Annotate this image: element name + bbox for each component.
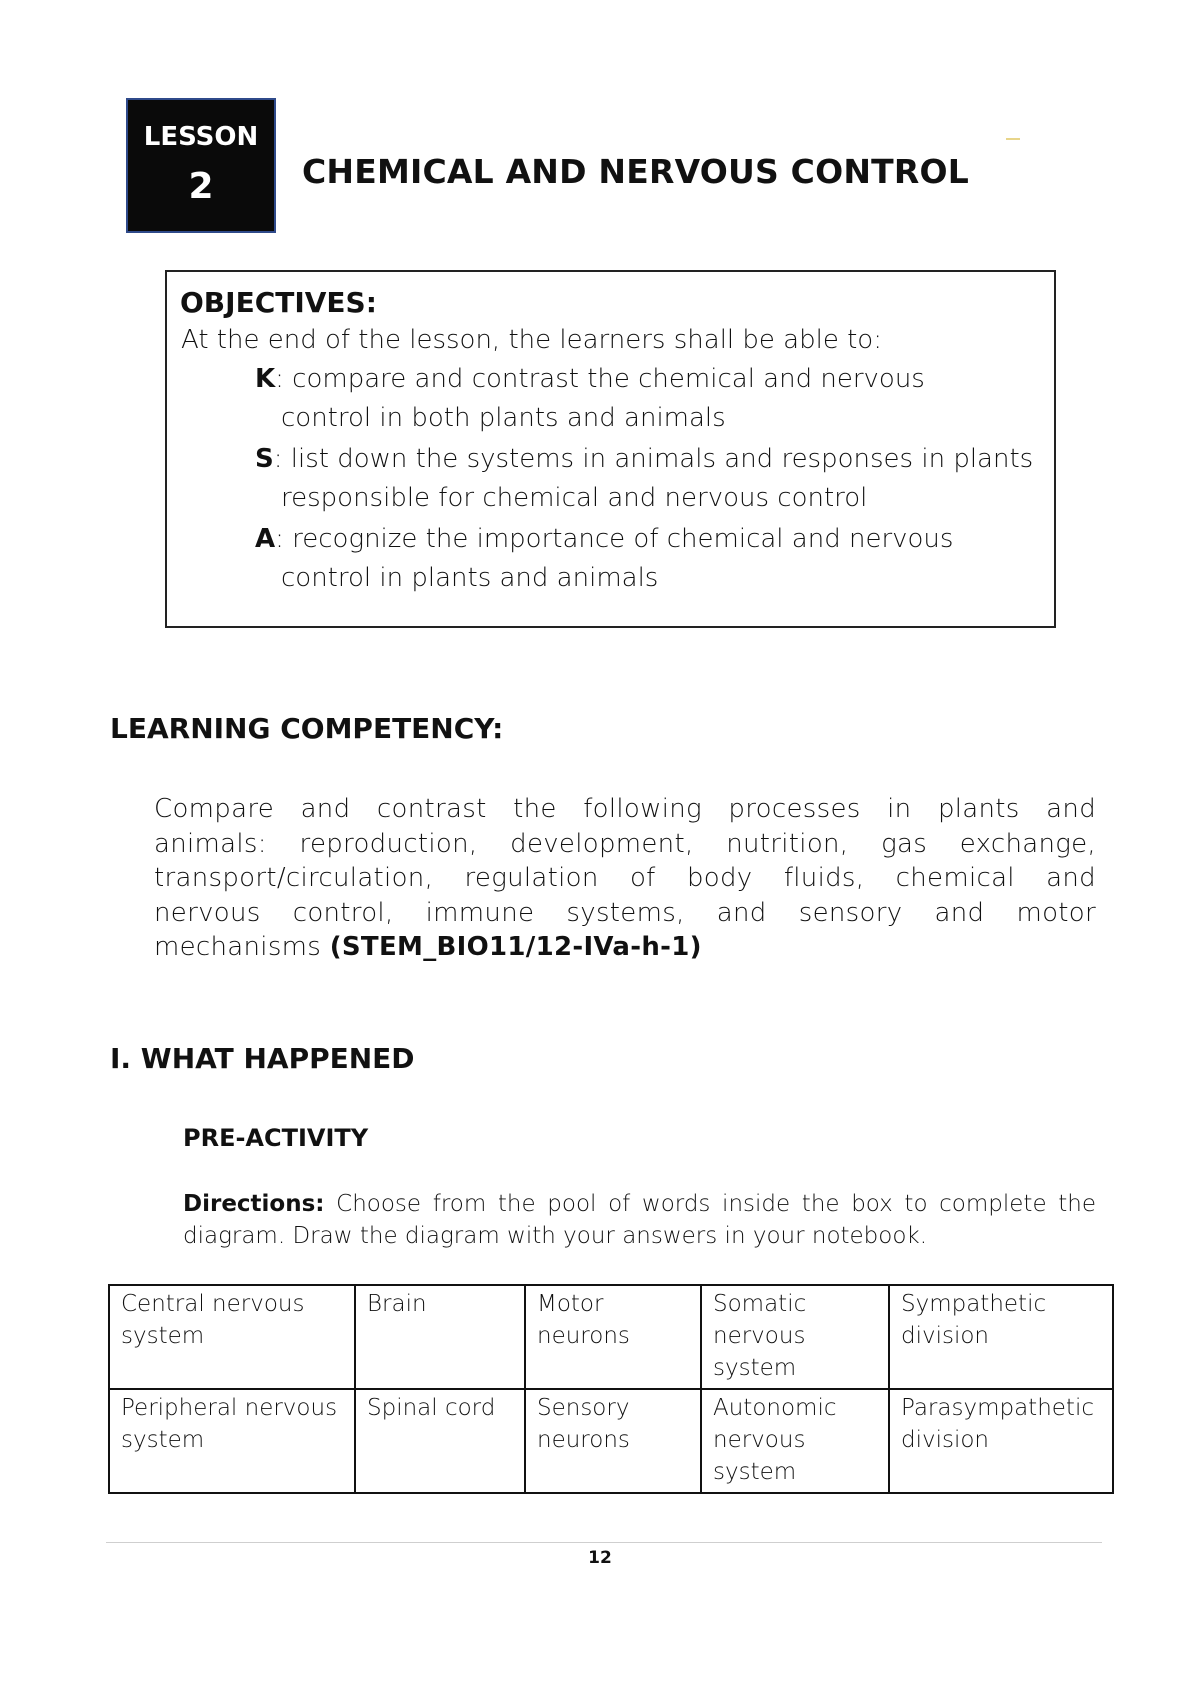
table-cell: Parasympathetic division	[889, 1389, 1113, 1493]
word-pool-table	[108, 1284, 1114, 1494]
directions-paragraph	[183, 1188, 1096, 1252]
directions-label: Directions:	[183, 1191, 325, 1217]
objectives-heading: OBJECTIVES:	[180, 286, 377, 319]
lesson-badge	[126, 98, 276, 233]
table-cell: Somatic nervous system	[701, 1285, 889, 1389]
directions-text: Choose from the pool of words inside the box to complete the diagram. Draw the diagram with your answers in your notebook.	[183, 1191, 1096, 1249]
objective-k-continued: control in both plants and animals	[281, 403, 726, 433]
objective-s-continued: responsible for chemical and nervous control	[281, 483, 868, 513]
objective-k	[255, 364, 925, 394]
objective-letter: A	[255, 524, 276, 554]
footer-divider	[106, 1542, 1102, 1543]
table-cell: Spinal cord	[355, 1389, 525, 1493]
competency-line: nervous control, immune systems, and sensory and motor	[154, 897, 1096, 928]
table-row	[109, 1285, 1113, 1389]
competency-paragraph	[154, 792, 1096, 965]
objective-letter: K	[255, 364, 276, 394]
objective-text: : list down the systems in animals and responses in plants	[273, 444, 1034, 474]
learning-competency-heading: LEARNING COMPETENCY:	[110, 712, 504, 745]
competency-code: (STEM_BIO11/12-IVa-h-1)	[329, 932, 702, 962]
table-cell: Central nervous system	[109, 1285, 355, 1389]
competency-line: transport/circulation, regulation of body fluids, chemical and	[154, 863, 1096, 893]
table-row	[109, 1389, 1113, 1493]
table-cell: Brain	[355, 1285, 525, 1389]
table-cell: Autonomic nervous system	[701, 1389, 889, 1493]
table-cell: Motor neurons	[525, 1285, 701, 1389]
pre-activity-heading: PRE-ACTIVITY	[183, 1124, 369, 1152]
lesson-label: LESSON	[143, 122, 259, 152]
page-number: 12	[588, 1548, 612, 1568]
objective-letter: S	[255, 444, 274, 474]
objective-a-continued: control in plants and animals	[281, 563, 659, 593]
objective-text: : recognize the importance of chemical and nervous	[275, 524, 954, 554]
decorative-mark	[1006, 138, 1020, 140]
section-what-happened-heading: I. WHAT HAPPENED	[110, 1042, 415, 1075]
table-cell: Sensory neurons	[525, 1389, 701, 1493]
lesson-title: CHEMICAL AND NERVOUS CONTROL	[302, 152, 969, 191]
competency-line: animals: reproduction, development, nutrition, gas exchange,	[154, 828, 1096, 859]
objective-text: : compare and contrast the chemical and nervous	[275, 364, 925, 394]
competency-line: mechanisms	[154, 932, 330, 962]
objective-s	[255, 444, 1033, 474]
objective-a	[255, 524, 953, 554]
competency-line: Compare and contrast the following processes in plants and	[154, 794, 1096, 824]
objectives-intro: At the end of the lesson, the learners shall be able to:	[181, 325, 882, 355]
lesson-number: 2	[188, 166, 214, 207]
table-cell: Peripheral nervous system	[109, 1389, 355, 1493]
table-cell: Sympathetic division	[889, 1285, 1113, 1389]
competency-last-line	[154, 930, 1096, 965]
